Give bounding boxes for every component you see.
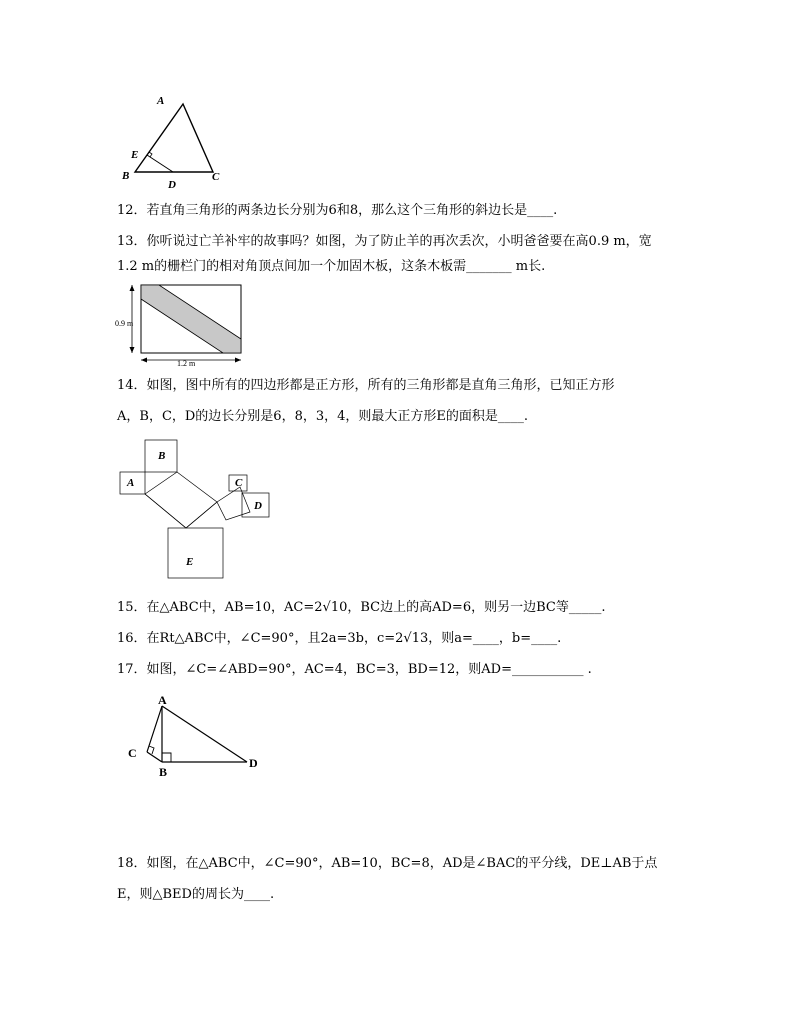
point-C-label: C	[128, 746, 137, 760]
label-A: A	[157, 95, 165, 107]
question-16: 16．在Rt△ABC中，∠C=90°，且2a=3b，c=2√13，则a=____，b=____.	[117, 631, 562, 646]
figure-gate	[115, 282, 245, 372]
question-13-line2: 1.2 m的栅栏门的相对角顶点间加一个加固木板，这条木板需_______ m长.	[117, 259, 546, 274]
square-A-label: A	[127, 477, 135, 489]
question-12: 12．若直角三角形的两条边长分别为6和8，那么这个三角形的斜边长是____.	[117, 203, 558, 218]
figure-pythagoras-squares	[115, 435, 275, 589]
question-18-line1: 18．如图，在△ABC中，∠C=90°，AB=10，BC=8，AD是∠BAC的平分线，DE⊥AB于点	[117, 856, 658, 871]
label-B: B	[122, 170, 130, 182]
question-18-line2: E，则△BED的周长为____.	[117, 887, 275, 902]
gate-width-label: 1.2 m	[177, 359, 196, 368]
square-C-label: C	[235, 477, 243, 489]
square-D-label: D	[254, 500, 262, 512]
question-13-line1: 13．你听说过亡羊补牢的故事吗？如图，为了防止羊的再次丢次，小明爸爸要在高0.9 m，宽	[117, 234, 652, 249]
figure-triangle-abc	[115, 92, 225, 196]
square-E-label: E	[186, 556, 194, 568]
question-17: 17．如图，∠C=∠ABD=90°，AC=4，BC=3，BD=12，则AD=___________ .	[117, 662, 592, 677]
square-B-label: B	[158, 450, 166, 462]
point-A-label: A	[158, 693, 167, 707]
point-B-label: B	[159, 765, 168, 779]
point-D-label: D	[249, 756, 258, 770]
gate-height-label: 0.9 m	[115, 319, 134, 328]
question-15: 15．在△ABC中，AB=10，AC=2√10，BC边上的高AD=6，则另一边BC等_____.	[117, 600, 606, 615]
figure-right-triangles	[122, 692, 272, 786]
question-14-line2: A，B，C，D的边长分别是6，8，3，4，则最大正方形E的面积是____.	[117, 409, 529, 424]
question-14-line1: 14．如图，图中所有的四边形都是正方形，所有的三角形都是直角三角形，已知正方形	[117, 378, 615, 393]
label-E: E	[131, 149, 139, 161]
label-C: C	[212, 171, 220, 183]
label-D: D	[168, 179, 176, 191]
